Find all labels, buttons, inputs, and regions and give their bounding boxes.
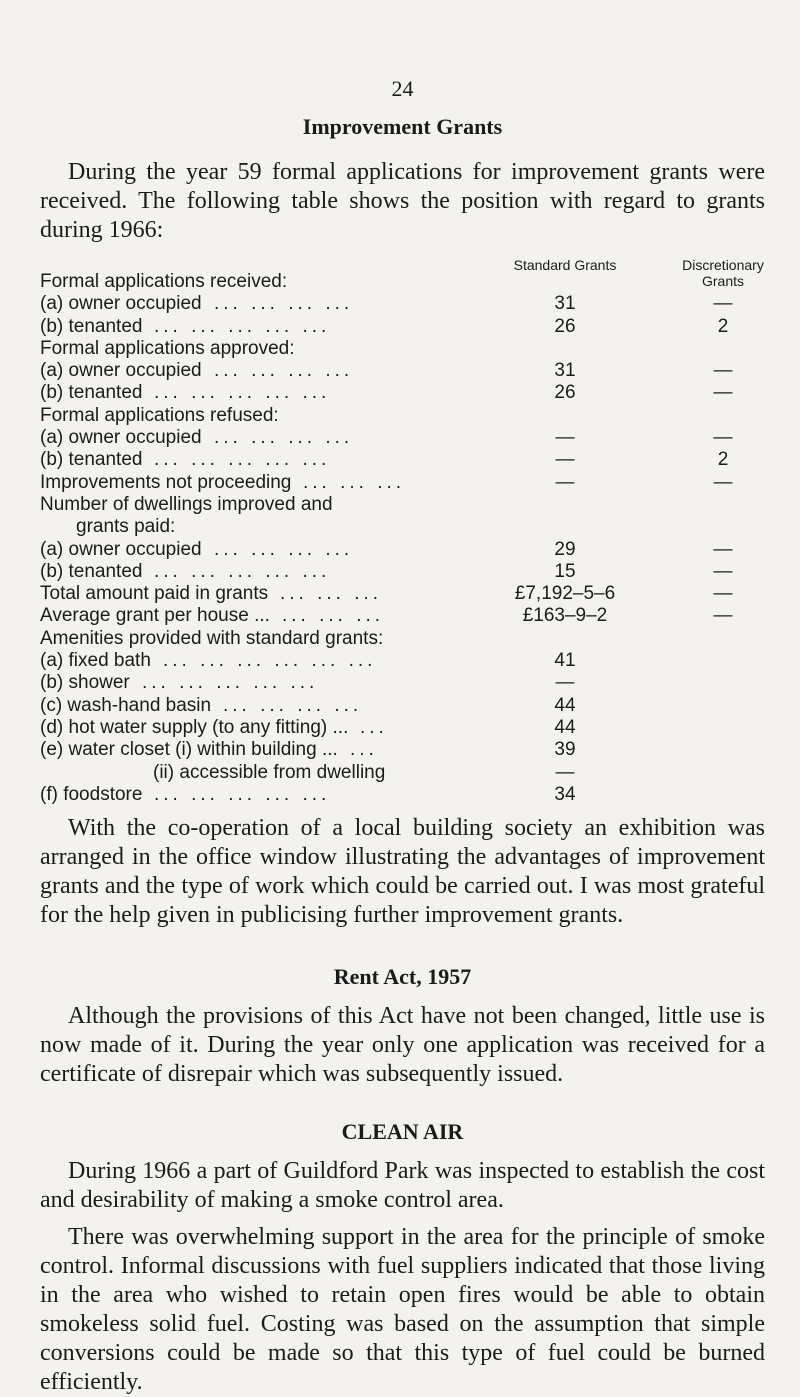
row-label: (b) tenanted <box>40 449 143 471</box>
standard-grants-value: 39 <box>554 739 576 761</box>
table-row <box>40 628 765 650</box>
table-row <box>40 472 765 494</box>
table-row <box>40 382 765 404</box>
leader-dots: ... ... ... ... <box>214 427 354 449</box>
standard-grants-value: £7,192–5–6 <box>514 583 616 605</box>
standard-grants-value: 41 <box>554 650 576 672</box>
leader-dots: ... ... ... ... <box>223 694 363 716</box>
discretionary-grants-value: — <box>713 605 733 627</box>
standard-grants-value: £163–9–2 <box>522 605 608 627</box>
table-row <box>40 583 765 605</box>
leader-dots: ... ... ... ... ... <box>154 382 331 404</box>
rent-act-heading: Rent Act, 1957 <box>333 964 472 990</box>
table-row <box>40 360 765 382</box>
row-label: (a) owner occupied <box>40 293 202 315</box>
table-row <box>40 695 765 717</box>
row-label: (b) tenanted <box>40 382 143 404</box>
leader-dots: ... ... ... ... <box>214 293 354 315</box>
grants-table <box>40 249 765 806</box>
table-row <box>40 717 765 739</box>
leader-dots: ... ... ... ... ... <box>154 449 331 471</box>
table-row <box>40 427 765 449</box>
table-row <box>40 338 765 360</box>
leader-dots: ... ... ... ... <box>214 360 354 382</box>
table-rows <box>40 249 765 806</box>
leader-dots: ... ... ... ... ... <box>154 315 331 337</box>
standard-grants-value: 29 <box>554 538 576 560</box>
intro-paragraph: During the year 59 formal applications for improvement grants were received. The following table shows the position with regard to grants during 1966: <box>40 159 765 243</box>
row-label: (a) owner occupied <box>40 427 202 449</box>
leader-dots: ... ... ... ... ... <box>142 672 319 694</box>
discretionary-grants-value: — <box>713 538 733 560</box>
table-row <box>40 672 765 694</box>
standard-grants-value: — <box>555 471 575 493</box>
rent-act-paragraph: Although the provisions of this Act have not been changed, little use is now made of it. During the year only one application was received for a certificate of disrepair which was subsequently issued. <box>40 1003 765 1088</box>
table-row <box>40 293 765 315</box>
discretionary-grants-value: 2 <box>717 449 729 471</box>
row-label: Formal applications approved: <box>40 337 295 359</box>
standard-grants-value: 15 <box>554 560 576 582</box>
row-label: Formal applications received: <box>40 271 288 292</box>
discretionary-grants-value: 2 <box>717 315 729 337</box>
table-row <box>40 650 765 672</box>
table-row <box>40 494 765 516</box>
leader-dots: ... ... ... <box>303 471 406 493</box>
row-label: (b) tenanted <box>40 315 143 337</box>
standard-grants-value: — <box>555 761 575 783</box>
standard-grants-value: 26 <box>554 382 576 404</box>
table-row <box>40 739 765 761</box>
table-row <box>40 539 765 561</box>
table-row <box>40 784 765 806</box>
row-label: (a) fixed bath <box>40 650 151 672</box>
discretionary-grants-value: — <box>713 360 733 382</box>
standard-grants-value: 44 <box>554 694 576 716</box>
exhibition-paragraph: With the co-operation of a local building society an exhibition was arranged in the office window illustrating the advantages of improvement grants and the type of work which could be carried out. I was most grateful for the help given in publicising further improvement grants. <box>40 815 765 929</box>
table-row <box>40 271 765 293</box>
row-label: (c) wash-hand basin <box>40 694 212 716</box>
standard-grants-value: — <box>555 427 575 449</box>
leader-dots: ... ... ... ... ... ... <box>163 650 377 672</box>
table-row <box>40 561 765 583</box>
standard-grants-value: 34 <box>554 783 576 805</box>
table-row <box>40 762 765 784</box>
row-label: Amenities provided with standard grants: <box>40 627 384 649</box>
standard-grants-value: 31 <box>554 360 576 382</box>
row-label: (b) shower <box>40 672 130 694</box>
leader-dots: ... ... ... ... ... <box>154 783 331 805</box>
row-label: Formal applications refused: <box>40 404 279 426</box>
row-label: (f) foodstore <box>40 783 143 805</box>
page-number: 24 <box>391 76 414 101</box>
row-label: grants paid: <box>76 516 176 538</box>
standard-grants-value: 31 <box>554 293 576 315</box>
standard-grants-value: — <box>555 672 575 694</box>
clean-air-paragraph-2: There was overwhelming support in the area for the principle of smoke control. Informal discussions with fuel suppliers indicated that those living in the area who wished to retain open fires would be able to obtain smokeless solid fuel. Costing was based on the assumption that simple conversions could be made so that this type of fuel could be burned efficiently. <box>40 1224 765 1396</box>
clean-air-paragraph-1: During 1966 a part of Guildford Park was inspected to establish the cost and desirability of making a smoke control area. <box>40 1158 765 1214</box>
table-row <box>40 405 765 427</box>
column-header-discretionary: Discretionary Grants <box>682 257 764 289</box>
row-label: (d) hot water supply (to any fitting) ... <box>40 716 349 738</box>
discretionary-grants-value: — <box>713 427 733 449</box>
clean-air-heading: CLEAN AIR <box>341 1119 464 1145</box>
row-label: Improvements not proceeding <box>40 471 292 493</box>
table-row <box>40 449 765 471</box>
leader-dots: ... ... ... <box>282 605 385 627</box>
discretionary-grants-value: — <box>713 583 733 605</box>
table-row <box>40 516 765 538</box>
leader-dots: ... <box>350 739 378 761</box>
row-label: (b) tenanted <box>40 560 143 582</box>
standard-grants-value: 26 <box>554 315 576 337</box>
row-label: Average grant per house ... <box>40 605 270 627</box>
column-header-standard: Standard Grants <box>513 257 617 273</box>
row-label: (a) owner occupied <box>40 538 202 560</box>
discretionary-grants-value: — <box>713 471 733 493</box>
leader-dots: ... ... ... ... <box>214 538 354 560</box>
row-label: Number of dwellings improved and <box>40 493 333 515</box>
row-label: (e) water closet (i) within building ... <box>40 739 338 761</box>
leader-dots: ... ... ... ... ... <box>154 560 331 582</box>
section-title: Improvement Grants <box>302 114 503 139</box>
leader-dots: ... <box>360 716 388 738</box>
table-row <box>40 605 765 627</box>
table-row <box>40 316 765 338</box>
row-label: Total amount paid in grants <box>40 583 269 605</box>
leader-dots: ... ... ... <box>280 583 383 605</box>
row-label: (ii) accessible from dwelling <box>153 761 386 783</box>
discretionary-grants-value: — <box>713 293 733 315</box>
standard-grants-value: — <box>555 449 575 471</box>
document-page <box>40 0 765 1397</box>
standard-grants-value: 44 <box>554 716 576 738</box>
discretionary-grants-value: — <box>713 382 733 404</box>
discretionary-grants-value: — <box>713 560 733 582</box>
row-label: (a) owner occupied <box>40 360 202 382</box>
